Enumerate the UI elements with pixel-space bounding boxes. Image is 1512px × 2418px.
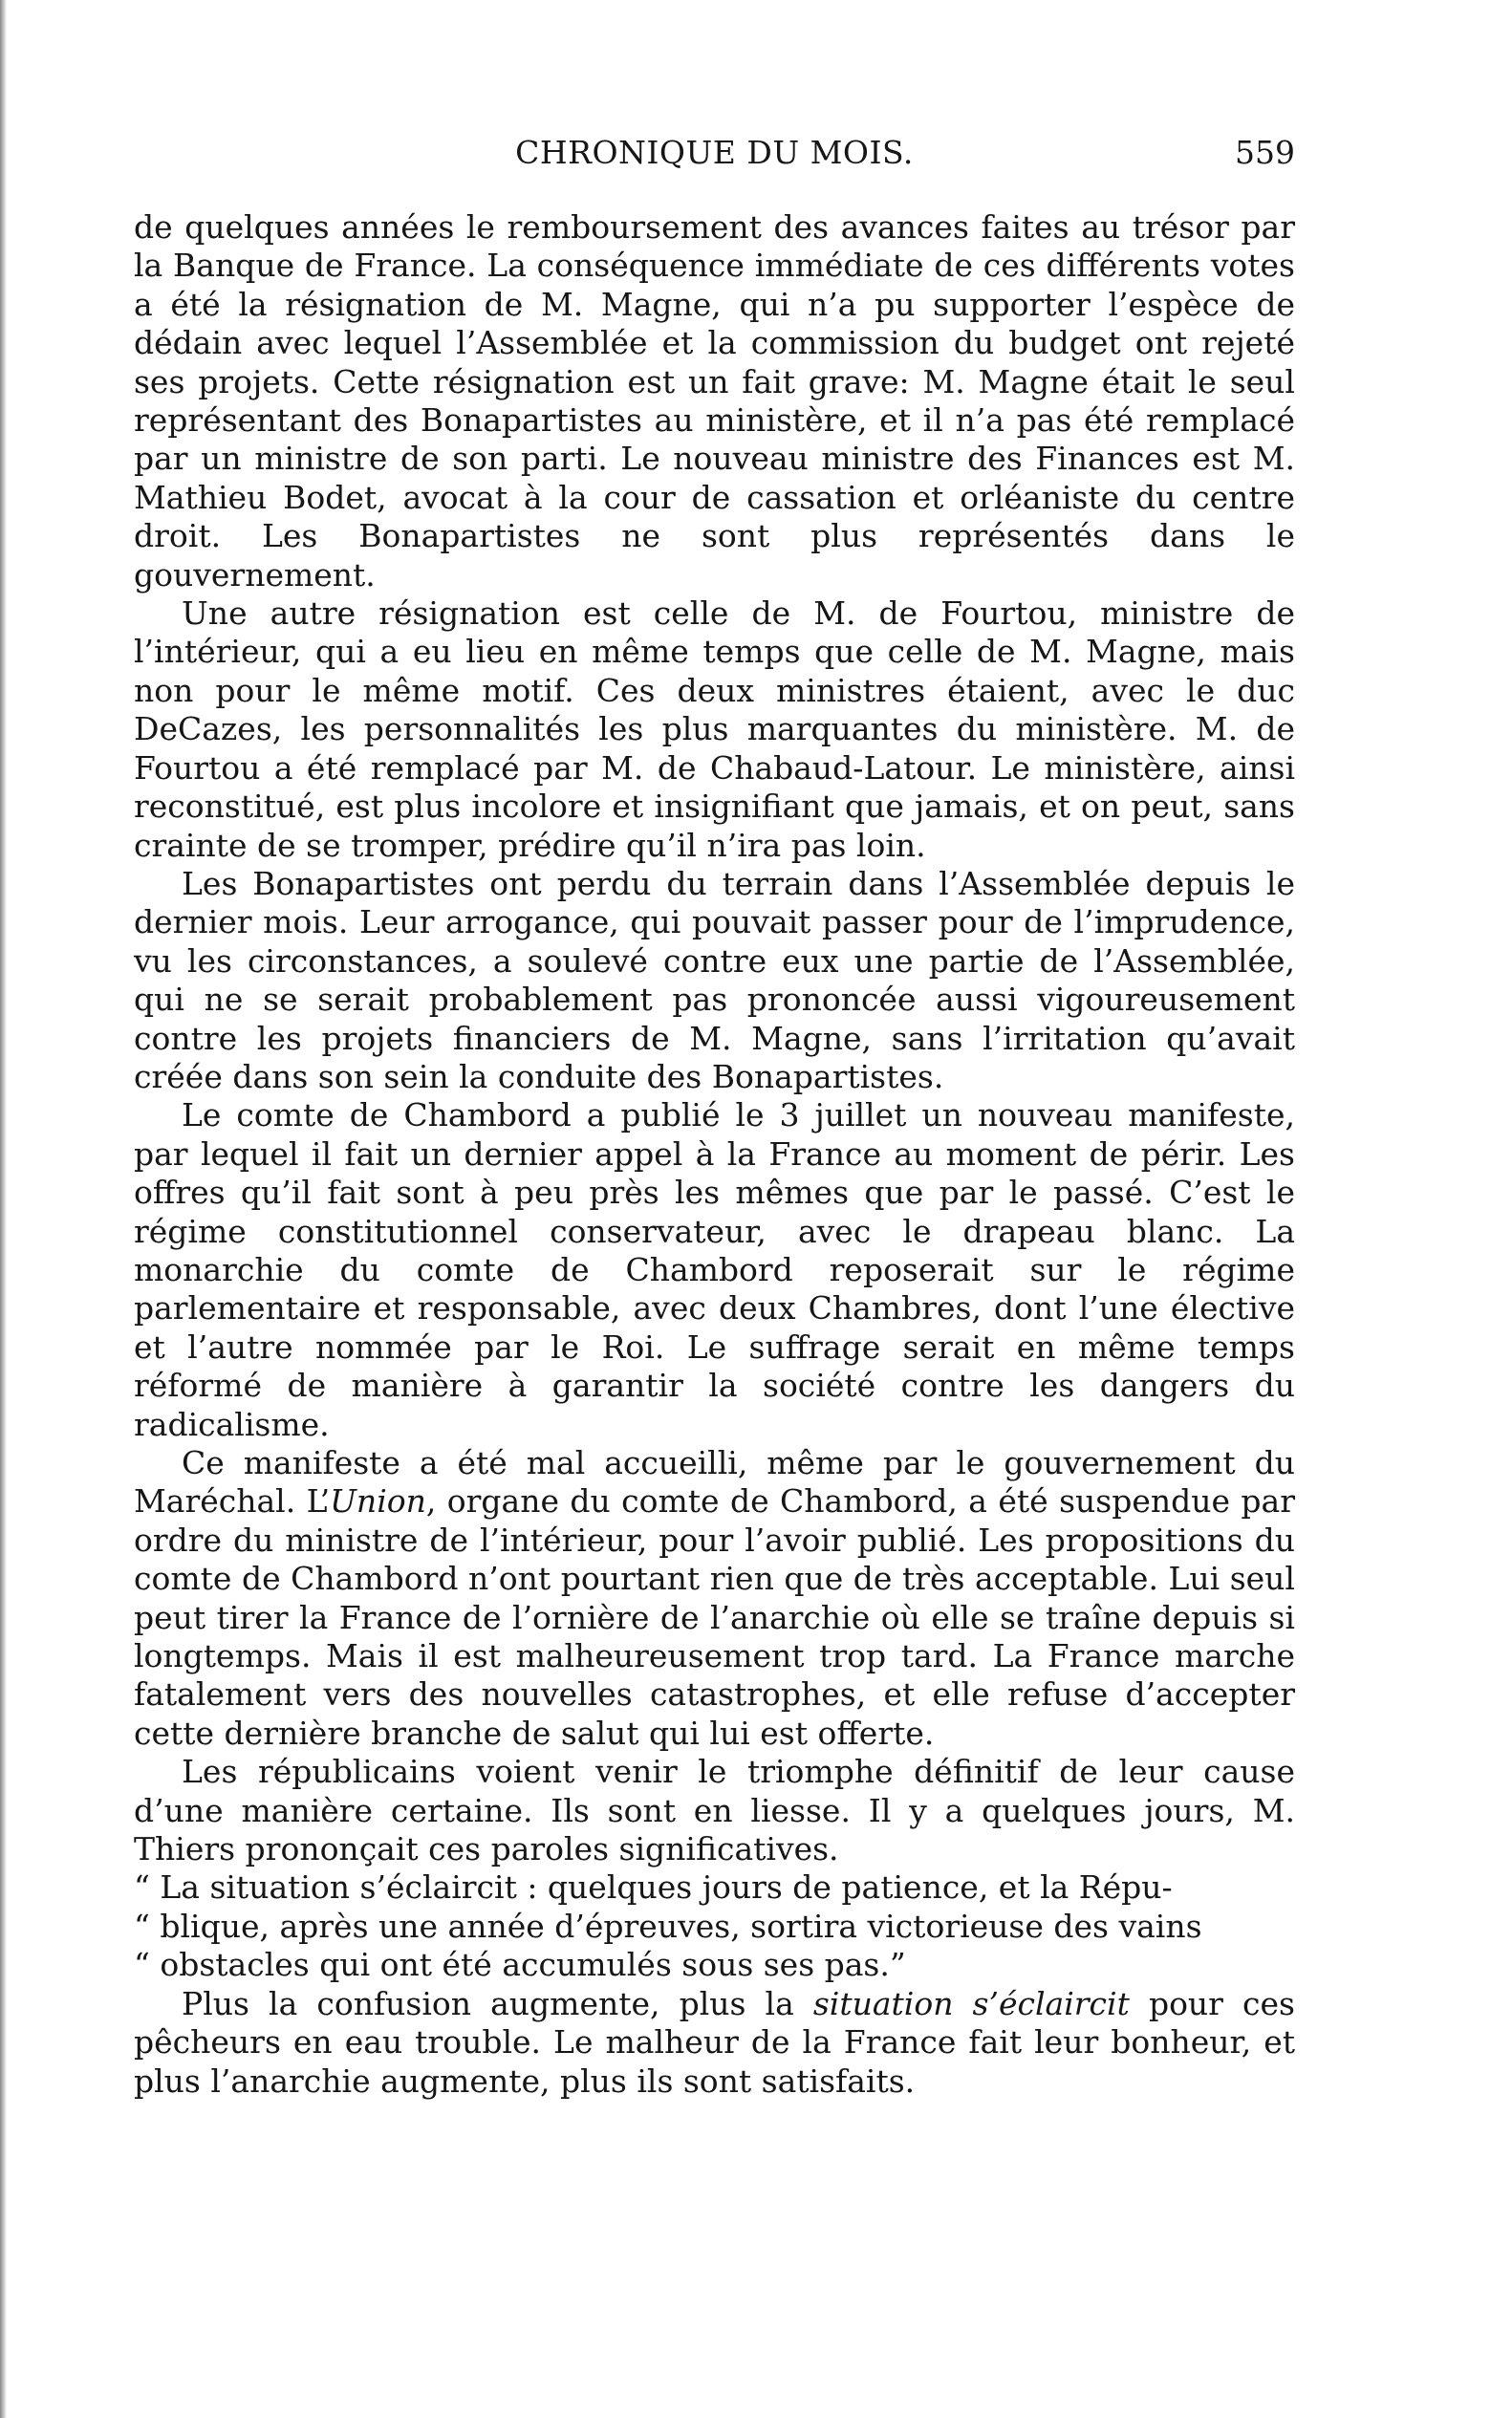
page-spine-shadow	[0, 0, 7, 2418]
closing-end: pour ces pêcheurs en eau trouble. Le malheur de la France fait leur bonheur, et plus l’anarchie augmente, plus ils sont satisfaits.	[134, 1984, 1295, 2100]
page-number: 559	[1235, 134, 1295, 171]
paragraph-2: Une autre résignation est celle de M. de Fourtou, ministre de l’intérieur, qui a eu lieu en même temps que celle de M. Magne, mais non pour le même motif. Ces deux ministres étaient, avec le duc DeCazes, les personnalités les plus marquantes du ministère. M. de Fourtou a été remplacé par M. de Chabaud-Latour. Le ministère, ainsi reconstitué, est plus incolore et insignifiant que jamais, et on peut, sans crainte de se tromper, prédire qu’il n’ira pas loin.	[134, 594, 1295, 864]
paragraph-5-end: , organe du comte de Chambord, a été suspendue par ordre du ministre de l’intérieur, pour l’avoir publié. Les propositions du comte de Chambord n’ont pourtant rien que de très acceptable. Lui seul peut tirer la France de l’ornière de l’anarchie où elle se traîne depuis si longtemps. Mais il est malheureusement trop tard. La France marche fatalement vers des nouvelles catastrophes, et elle refuse d’accepter cette dernière branche de salut qui lui est offerte.	[134, 1482, 1295, 1752]
quote-line-2: “ blique, après une année d’épreuves, sortira victorieuse des vains	[134, 1907, 1202, 1945]
paragraph-1: de quelques années le remboursement des avances faites au trésor par la Banque de France. La conséquence immédiate de ces différents votes a été la résignation de M. Magne, qui n’a pu supporter l’espèce de dédain avec lequel l’Assemblée et la commission du budget ont rejeté ses projets. Cette résignation est un fait grave: M. Magne était le seul représentant des Bonapartistes au ministère, et il n’a pas été remplacé par un ministre de son parti. Le nouveau ministre des Finances est M. Mathieu Bodet, avocat à la cour de cassation et orléaniste du centre droit. Les Bonapartistes ne sont plus représentés dans le gouvernement.	[134, 208, 1295, 594]
quote-line-1: “ La situation s’éclaircit : quelques jours de patience, et la Répu-	[134, 1868, 1173, 1907]
running-title: CHRONIQUE DU MOIS.	[515, 134, 914, 171]
newspaper-title-union: Union	[330, 1482, 426, 1521]
closing-paragraph	[134, 1985, 1295, 2101]
closing-italic-phrase: situation s’éclaircit	[812, 1984, 1130, 2022]
article-body	[134, 208, 1295, 2101]
closing-start: Plus la confusion augmente, plus la	[182, 1984, 813, 2022]
paragraph-5	[134, 1444, 1295, 1753]
quote-line-3: “ obstacles qui ont été accumulés sous ses pas.”	[134, 1946, 906, 1984]
paragraph-6: Les républicains voient venir le triomphe définitif de leur cause d’une manière certaine. Ils sont en liesse. Il y a quelques jours, M. Thiers prononçait ces paroles significatives.	[134, 1753, 1295, 1868]
paragraph-3: Les Bonapartistes ont perdu du terrain dans l’Assemblée depuis le dernier mois. Leur arrogance, qui pouvait passer pour de l’imprudence, vu les circonstances, a soulevé contre eux une partie de l’Assemblée, qui ne se serait probablement pas prononcée aussi vigoureusement contre les projets financiers de M. Magne, sans l’irritation qu’avait créée dans son sein la conduite des Bonapartistes.	[134, 864, 1295, 1095]
paragraph-5-start: Ce manifeste a été mal accueilli, même par le gouvernement du Maréchal. L’	[134, 1444, 1295, 1521]
paragraph-4: Le comte de Chambord a publié le 3 juillet un nouveau manifeste, par lequel il fait un dernier appel à la France au moment de périr. Les offres qu’il fait sont à peu près les mêmes que par le passé. C’est le régime constitutionnel conservateur, avec le drapeau blanc. La monarchie du comte de Chambord reposerait sur le régime parlementaire et responsable, avec deux Chambres, dont l’une élective et l’autre nommée par le Roi. Le suffrage serait en même temps réformé de manière à garantir la société contre les dangers du radicalisme.	[134, 1096, 1295, 1443]
running-header	[134, 134, 1295, 180]
